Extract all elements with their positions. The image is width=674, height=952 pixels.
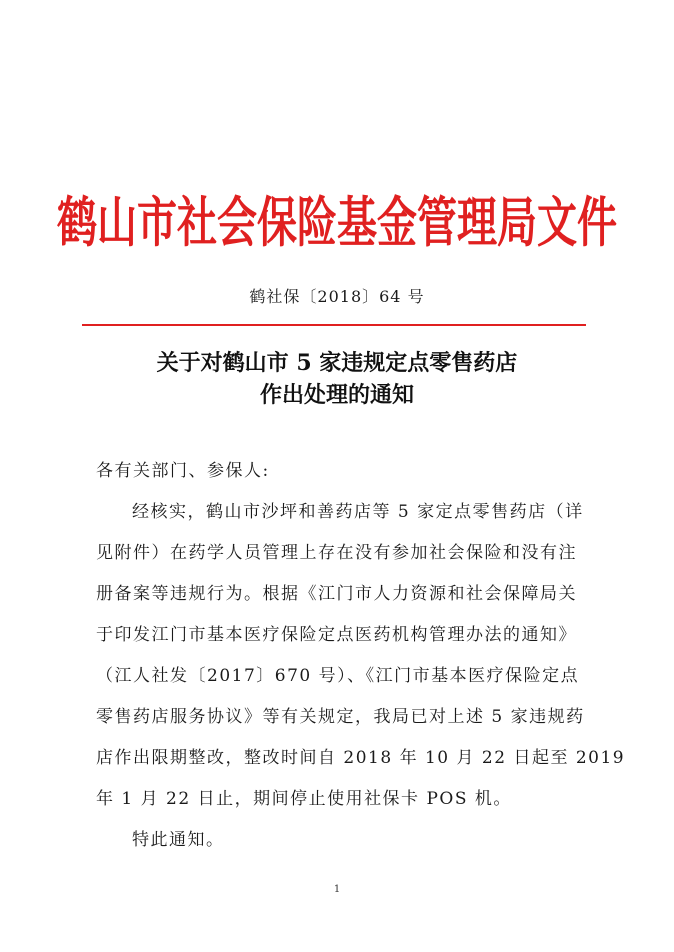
paragraph-line: 见附件）在药学人员管理上存在没有参加社会保险和没有注	[96, 543, 577, 563]
notice-title-line-2: 作出处理的通知	[259, 382, 414, 408]
paragraph-line: 零售药店服务协议》等有关规定，我局已对上述 5 家违规药	[96, 707, 585, 727]
paragraph-line: 年 1 月 22 日止，期间停止使用社保卡 POS 机。	[96, 789, 512, 809]
paragraph-line: 店作出限期整改，整改时间自 2018 年 10 月 22 日起至 2019	[96, 748, 626, 768]
issuing-authority-title: 鹤山市社会保险基金管理局文件	[57, 192, 617, 255]
paragraph-line: （江人社发〔2017〕670 号）、《江门市基本医疗保险定点	[96, 666, 580, 686]
red-divider-line	[82, 324, 586, 326]
paragraph-line: 册备案等违规行为。根据《江门市人力资源和社会保障局关	[96, 584, 577, 604]
paragraph-line: 经核实，鹤山市沙坪和善药店等 5 家定点零售药店（详	[132, 502, 584, 522]
closing-remark: 特此通知。	[132, 830, 225, 850]
salutation: 各有关部门、参保人:	[96, 461, 270, 481]
document-number: 鹤社保〔2018〕64 号	[249, 287, 425, 306]
paragraph-line: 于印发江门市基本医疗保险定点医药机构管理办法的通知》	[96, 625, 577, 645]
notice-title-line-1: 关于对鹤山市 5 家违规定点零售药店	[156, 350, 518, 376]
page-number: 1	[333, 884, 341, 895]
